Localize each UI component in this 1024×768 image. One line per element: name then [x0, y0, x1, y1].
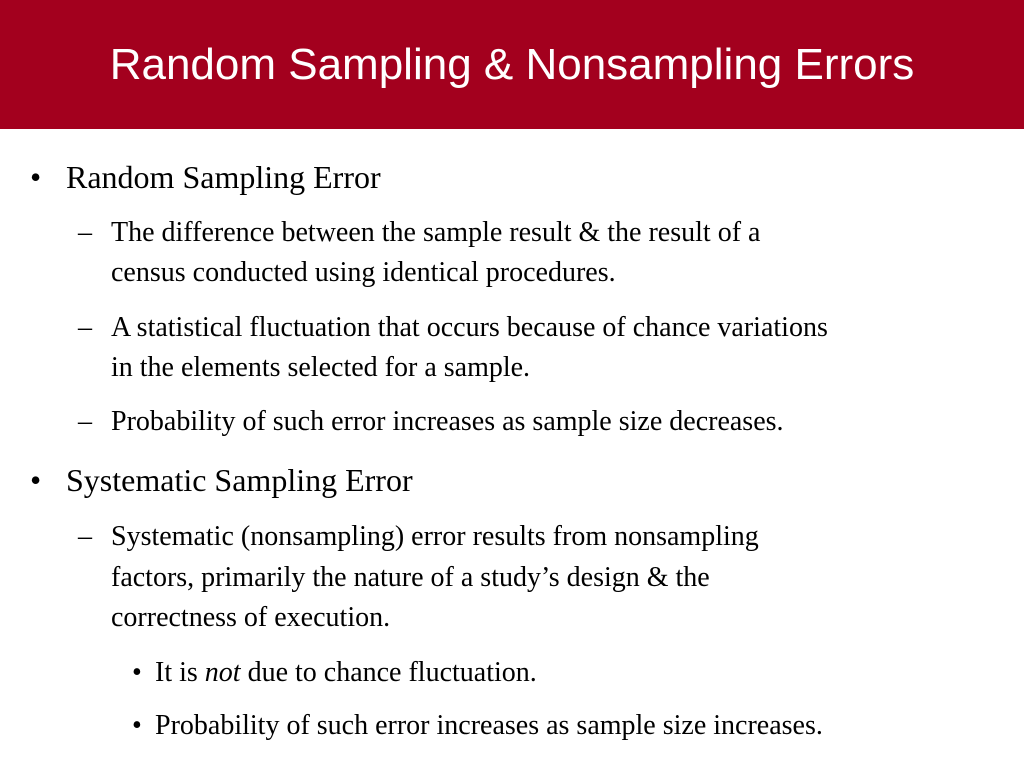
bullet-marker: • [132, 710, 142, 741]
sub-sub-item-text: Probability of such error increases as sample size increases. [155, 710, 823, 741]
text-post: due to chance fluctuation. [240, 657, 537, 688]
text-pre: It is [155, 657, 205, 688]
dash-marker: – [78, 521, 92, 552]
sub-item-text-line1: The difference between the sample result & the result of a [111, 217, 761, 248]
bullet-text: Random Sampling Error [66, 159, 381, 195]
dash-marker: – [78, 217, 92, 248]
sub-item-text: Probability of such error increases as sample size decreases. [111, 406, 784, 437]
sub-item-text-line2: factors, primarily the nature of a study’s design & the [111, 562, 710, 593]
bullet-text: Systematic Sampling Error [66, 462, 413, 498]
sub-sub-item-text [155, 656, 537, 690]
dash-marker: – [78, 312, 92, 343]
sub-item-text-line3: correctness of execution. [111, 602, 391, 633]
sub-item-text-line1: A statistical fluctuation that occurs because of chance variations [111, 312, 828, 343]
dash-marker: – [78, 406, 92, 437]
bullet-marker: • [30, 159, 42, 195]
sub-item-text-line2: census conducted using identical procedures. [111, 257, 616, 288]
bullet-marker: • [132, 657, 142, 688]
emphasis-not: not [204, 657, 241, 688]
slide-title: Random Sampling & Nonsampling Errors [109, 40, 915, 89]
bullet-marker: • [30, 462, 42, 498]
sub-item-text-line1: Systematic (nonsampling) error results from nonsampling [111, 521, 759, 552]
sub-item-text-line2: in the elements selected for a sample. [111, 352, 531, 383]
